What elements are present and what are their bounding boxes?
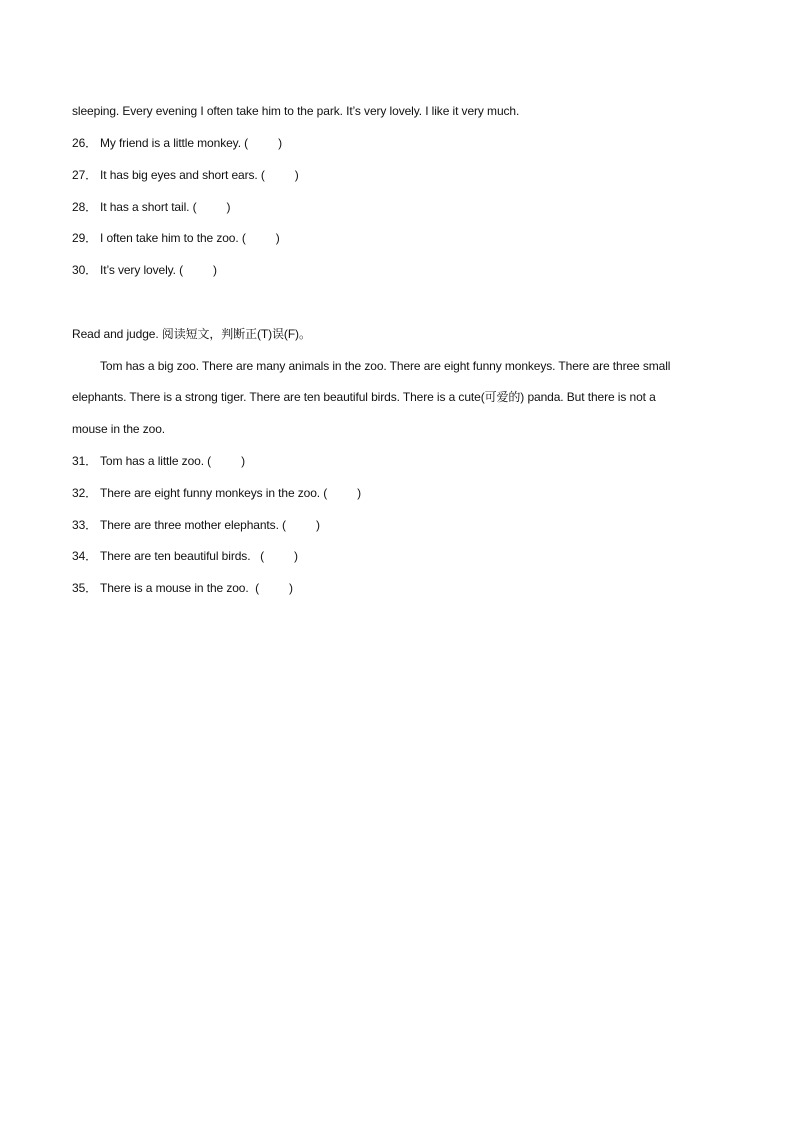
question-28	[72, 199, 230, 215]
question-close: )	[241, 454, 245, 468]
question-number: 35．	[72, 581, 98, 595]
question-text: It has big eyes and short ears. (	[100, 168, 265, 182]
question-text: My friend is a little monkey. (	[100, 136, 249, 150]
question-number: 31．	[72, 454, 98, 468]
passage-line-1: Tom has a big zoo. There are many animals in the zoo. There are eight funny monkeys. There are three small	[100, 359, 671, 373]
question-35	[72, 580, 293, 596]
question-text: There are ten beautiful birds. (	[100, 549, 265, 563]
passage-line-3: mouse in the zoo.	[72, 422, 166, 436]
question-close: )	[278, 136, 282, 150]
question-number: 26．	[72, 136, 98, 150]
question-27	[72, 167, 299, 183]
question-text: It has a short tail. (	[100, 200, 197, 214]
question-34	[72, 548, 298, 564]
question-29	[72, 230, 280, 246]
question-26	[72, 135, 282, 151]
question-30	[72, 262, 217, 278]
question-text: It’s very lovely. (	[100, 263, 184, 277]
question-close: )	[357, 486, 362, 500]
question-close: )	[275, 231, 280, 245]
question-text: There is a mouse in the zoo. (	[100, 581, 259, 595]
passage-continuation: sleeping. Every evening I often take him to the park. It’s very lovely. I like it very much.	[72, 104, 520, 118]
question-text: There are eight funny monkeys in the zoo. (	[100, 486, 328, 500]
question-close: )	[294, 549, 298, 563]
question-number: 32．	[72, 486, 98, 500]
question-32	[72, 485, 361, 501]
question-close: )	[226, 200, 231, 214]
question-close: )	[213, 263, 217, 277]
question-text: There are three mother elephants. (	[100, 518, 286, 532]
section-instruction: Read and judge. 阅读短文，判断正(T)误(F)。	[72, 327, 311, 341]
passage-line-2: elephants. There is a strong tiger. There are ten beautiful birds. There is a cute(可爱的) panda. But there is not a	[72, 390, 656, 404]
question-number: 33．	[72, 518, 98, 532]
question-close: )	[294, 168, 299, 182]
question-33	[72, 517, 320, 533]
question-31	[72, 453, 245, 469]
question-number: 34．	[72, 549, 98, 563]
question-number: 28．	[72, 200, 98, 214]
question-close: )	[288, 581, 293, 595]
question-close: )	[315, 518, 320, 532]
question-number: 30．	[72, 263, 98, 277]
question-text: I often take him to the zoo. (	[100, 231, 246, 245]
question-number: 29．	[72, 231, 98, 245]
question-number: 27．	[72, 168, 98, 182]
question-text: Tom has a little zoo. (	[100, 454, 212, 468]
